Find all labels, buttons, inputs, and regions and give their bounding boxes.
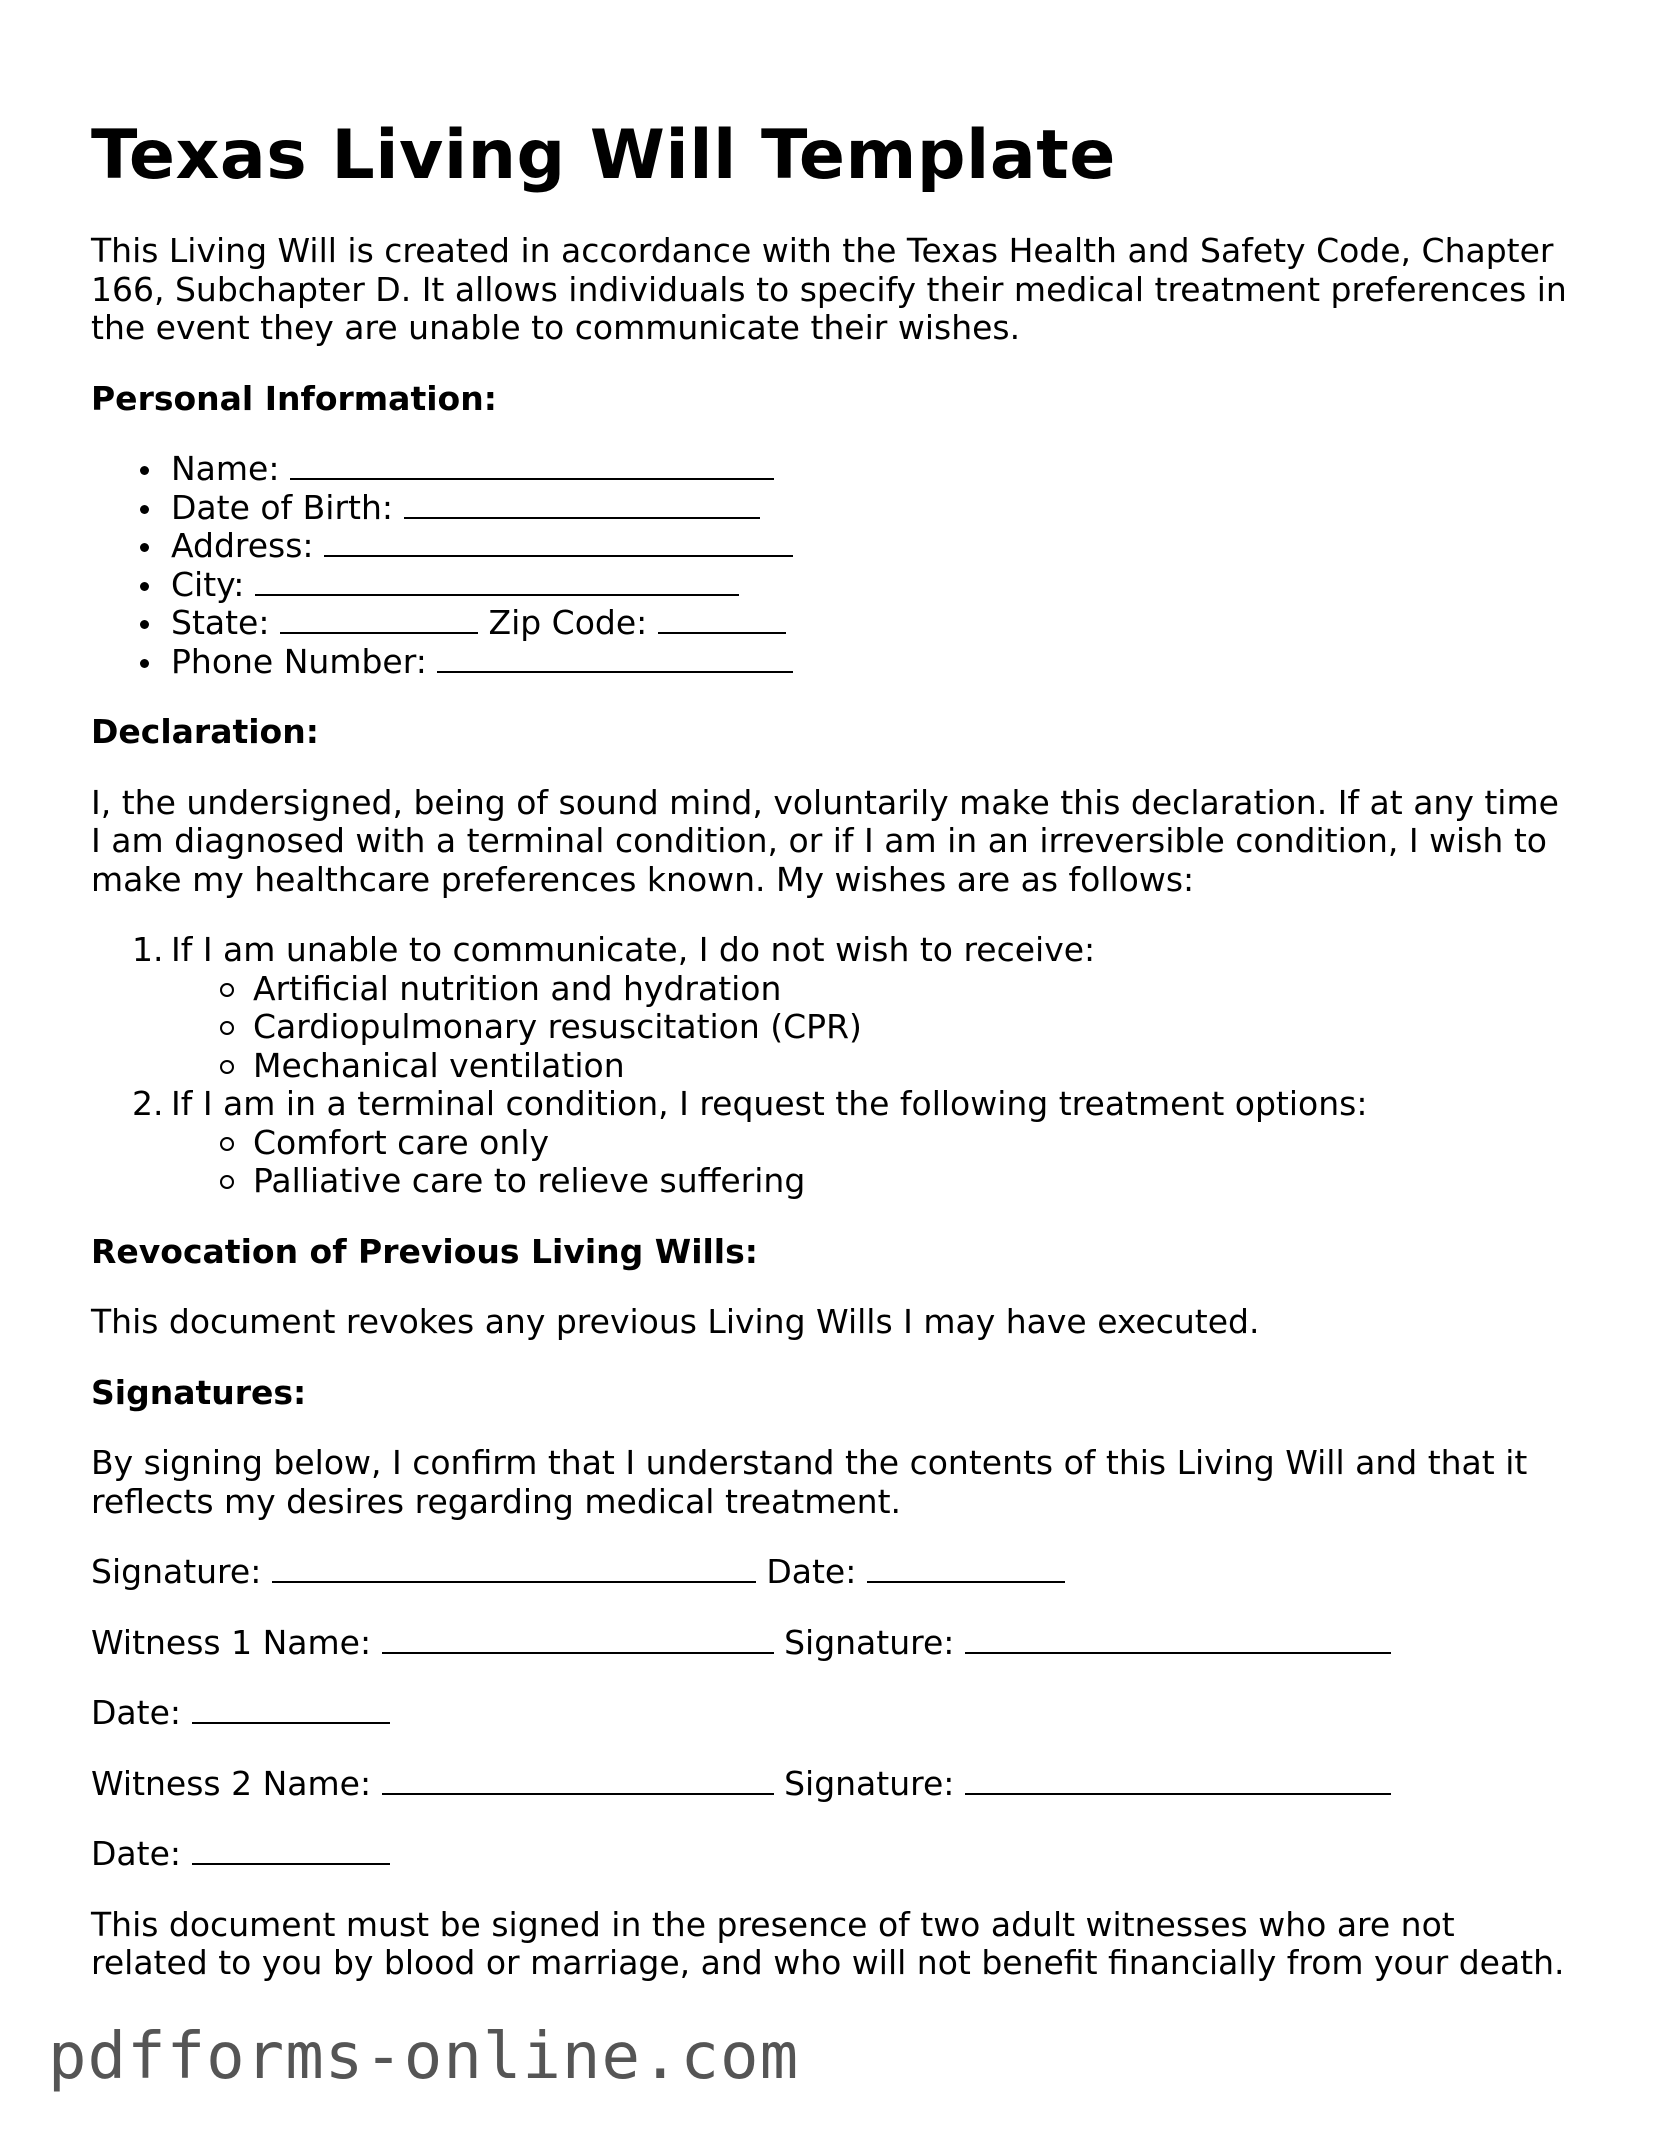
list-item — [171, 450, 1571, 489]
witness1-name-label: Witness 1 Name: — [91, 1622, 372, 1662]
document-page — [91, 0, 1571, 1983]
list-item — [171, 643, 1571, 682]
wish-item-1 — [91, 931, 1571, 1085]
list-item: Palliative care to relieve suffering — [253, 1162, 1571, 1201]
wish-item-2 — [91, 1085, 1571, 1201]
dob-label: Date of Birth: — [171, 487, 394, 527]
list-item — [171, 489, 1571, 528]
zip-field[interactable] — [658, 606, 786, 634]
list-item: Comfort care only — [253, 1124, 1571, 1163]
list-item: Artificial nutrition and hydration — [253, 970, 1571, 1009]
declaration-paragraph: I, the undersigned, being of sound mind, voluntarily make this declaration. If at any time I am diagnosed with a terminal condition, or if I am in an irreversible condition, I wish to make my healthcare preferences known. My wishes are as follows: — [91, 782, 1559, 899]
witness2-name-field[interactable] — [382, 1767, 774, 1795]
wish-sublist — [171, 970, 1571, 1086]
state-label: State: — [171, 603, 270, 642]
list-item: Mechanical ventilation — [253, 1047, 1571, 1086]
city-label: City: — [171, 564, 245, 604]
date-label: Date: — [91, 1834, 181, 1873]
witness1-date-line — [91, 1694, 1571, 1733]
declarant-signature-line — [91, 1553, 1571, 1592]
wish-text: If I am in a terminal condition, I request the following treatment options: — [171, 1084, 1368, 1123]
dob-field[interactable] — [404, 491, 760, 519]
witness2-date-line — [91, 1835, 1571, 1874]
witness2-signature-label: Signature: — [784, 1763, 955, 1803]
revocation-paragraph: This document revokes any previous Living Wills I may have executed. — [91, 1302, 1260, 1341]
declarant-signature-field[interactable] — [272, 1555, 756, 1583]
site-watermark: pdfforms-online.com — [48, 2020, 800, 2094]
name-label: Name: — [171, 449, 280, 488]
witness1-date-field[interactable] — [192, 1696, 390, 1724]
signatures-paragraph: By signing below, I confirm that I understand the contents of this Living Will and that it reflects my desires regarding medical treatment. — [91, 1443, 1528, 1521]
wish-sublist — [171, 1124, 1571, 1201]
revocation-heading: Revocation of Previous Living Wills: — [91, 1231, 758, 1271]
witness1-signature-field[interactable] — [965, 1626, 1391, 1654]
city-field[interactable] — [255, 568, 739, 596]
phone-label: Phone Number: — [171, 641, 427, 681]
declarant-date-field[interactable] — [867, 1555, 1065, 1583]
witness1-line — [91, 1624, 1571, 1663]
witness-requirement-note: This document must be signed in the presence of two adult witnesses who are not related to you by blood or marriage, and who will not benefit financially from your death. — [91, 1904, 1565, 1982]
name-field[interactable] — [290, 452, 774, 480]
wish-number: 1. — [132, 930, 164, 969]
date-label: Date: — [766, 1552, 857, 1591]
state-field[interactable] — [280, 606, 478, 634]
witness2-date-field[interactable] — [192, 1837, 390, 1865]
date-label: Date: — [91, 1693, 181, 1732]
witness1-name-field[interactable] — [382, 1626, 774, 1654]
witness1-signature-label: Signature: — [784, 1622, 955, 1662]
wish-number: 2. — [132, 1084, 164, 1123]
intro-paragraph: This Living Will is created in accordance with the Texas Health and Safety Code, Chapter 166, Subchapter D. It allows individuals to specify their medical treatment preferences in the event they are unable to communicate their wishes. — [91, 231, 1567, 347]
phone-field[interactable] — [437, 645, 793, 673]
declaration-heading: Declaration: — [91, 712, 319, 751]
witness2-signature-field[interactable] — [965, 1767, 1391, 1795]
personal-info-heading: Personal Information: — [91, 378, 497, 418]
address-field[interactable] — [324, 529, 793, 557]
signature-label: Signature: — [91, 1552, 262, 1591]
list-item — [171, 527, 1571, 566]
wish-text: If I am unable to communicate, I do not wish to receive: — [171, 930, 1096, 969]
witness2-line — [91, 1765, 1571, 1804]
list-item — [171, 604, 1571, 643]
personal-info-list — [91, 450, 1571, 681]
list-item: Cardiopulmonary resuscitation (CPR) — [253, 1008, 1571, 1047]
document-title: Texas Living Will Template — [91, 116, 1116, 195]
list-item — [171, 566, 1571, 605]
signatures-heading: Signatures: — [91, 1372, 307, 1412]
witness2-name-label: Witness 2 Name: — [91, 1763, 372, 1803]
address-label: Address: — [171, 526, 314, 565]
wishes-list — [91, 931, 1571, 1201]
zip-label: Zip Code: — [488, 603, 648, 642]
